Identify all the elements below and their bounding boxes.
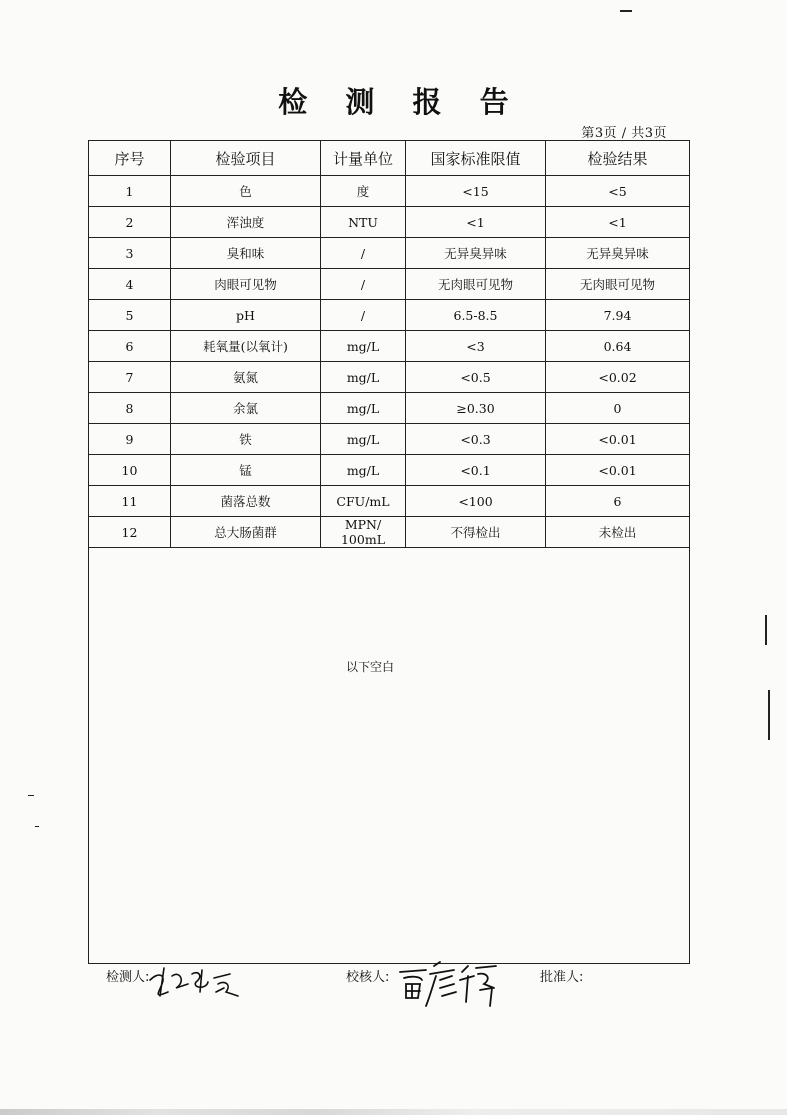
scan-speck bbox=[28, 795, 34, 796]
cell-unit: / bbox=[321, 238, 406, 269]
cell-item: 氨氮 bbox=[171, 362, 321, 393]
cell-item: pH bbox=[171, 300, 321, 331]
cell-limit: <100 bbox=[406, 486, 546, 517]
cell-index: 11 bbox=[89, 486, 171, 517]
cell-result: <0.02 bbox=[546, 362, 690, 393]
table-row bbox=[89, 238, 690, 269]
cell-item: 浑浊度 bbox=[171, 207, 321, 238]
table-row bbox=[89, 207, 690, 238]
cell-index: 6 bbox=[89, 331, 171, 362]
cell-index: 9 bbox=[89, 424, 171, 455]
cell-unit: mg/L bbox=[321, 455, 406, 486]
cell-index: 3 bbox=[89, 238, 171, 269]
tester-label: 检测人: bbox=[106, 970, 150, 985]
table-row bbox=[89, 424, 690, 455]
cell-item: 总大肠菌群 bbox=[171, 517, 321, 548]
cell-index: 2 bbox=[89, 207, 171, 238]
cell-unit: / bbox=[321, 300, 406, 331]
cell-limit: 无异臭异味 bbox=[406, 238, 546, 269]
header-item: 检验项目 bbox=[171, 141, 321, 176]
table-header-row bbox=[89, 141, 690, 176]
scan-bottom-strip bbox=[0, 1109, 787, 1115]
blank-area-row bbox=[89, 548, 690, 964]
cell-index: 5 bbox=[89, 300, 171, 331]
cell-limit: <0.1 bbox=[406, 455, 546, 486]
cell-result: 0.64 bbox=[546, 331, 690, 362]
cell-index: 12 bbox=[89, 517, 171, 548]
cell-result: 无肉眼可见物 bbox=[546, 269, 690, 300]
cell-index: 10 bbox=[89, 455, 171, 486]
blank-note: 以下空白 bbox=[346, 660, 395, 674]
cell-item: 菌落总数 bbox=[171, 486, 321, 517]
cell-index: 4 bbox=[89, 269, 171, 300]
cell-result: 未检出 bbox=[546, 517, 690, 548]
cell-unit: MPN/ 100mL bbox=[321, 517, 406, 548]
approver-label: 批准人: bbox=[540, 970, 584, 985]
cell-result: <1 bbox=[546, 207, 690, 238]
cell-limit: <1 bbox=[406, 207, 546, 238]
cell-limit: 不得检出 bbox=[406, 517, 546, 548]
cell-unit: CFU/mL bbox=[321, 486, 406, 517]
table-row bbox=[89, 393, 690, 424]
header-limit: 国家标准限值 bbox=[406, 141, 546, 176]
cell-limit: 6.5-8.5 bbox=[406, 300, 546, 331]
header-result: 检验结果 bbox=[546, 141, 690, 176]
table-row bbox=[89, 362, 690, 393]
cell-unit: mg/L bbox=[321, 393, 406, 424]
cell-item: 锰 bbox=[171, 455, 321, 486]
blank-area bbox=[89, 548, 690, 964]
scan-edge-mark bbox=[768, 690, 770, 740]
reviewer-label: 校核人: bbox=[346, 970, 390, 985]
table-row bbox=[89, 300, 690, 331]
report-title bbox=[0, 80, 787, 121]
title-char: 告 bbox=[479, 85, 509, 119]
cell-item: 色 bbox=[171, 176, 321, 207]
cell-result: <5 bbox=[546, 176, 690, 207]
cell-limit: <15 bbox=[406, 176, 546, 207]
cell-limit: <0.3 bbox=[406, 424, 546, 455]
table-row bbox=[89, 486, 690, 517]
cell-unit: / bbox=[321, 269, 406, 300]
table-row bbox=[89, 269, 690, 300]
cell-item: 肉眼可见物 bbox=[171, 269, 321, 300]
title-char: 测 bbox=[345, 85, 375, 119]
cell-result: 0 bbox=[546, 393, 690, 424]
cell-limit: <3 bbox=[406, 331, 546, 362]
table-row bbox=[89, 455, 690, 486]
reviewer-signature bbox=[396, 958, 501, 1018]
table-row bbox=[89, 176, 690, 207]
scan-speck bbox=[620, 10, 632, 12]
cell-unit: mg/L bbox=[321, 331, 406, 362]
cell-index: 1 bbox=[89, 176, 171, 207]
cell-result: <0.01 bbox=[546, 455, 690, 486]
cell-index: 8 bbox=[89, 393, 171, 424]
cell-result: 7.94 bbox=[546, 300, 690, 331]
cell-unit: mg/L bbox=[321, 362, 406, 393]
cell-item: 铁 bbox=[171, 424, 321, 455]
cell-item: 耗氧量(以氧计) bbox=[171, 331, 321, 362]
cell-limit: ≥0.30 bbox=[406, 393, 546, 424]
table-row bbox=[89, 331, 690, 362]
cell-unit: 度 bbox=[321, 176, 406, 207]
header-index: 序号 bbox=[89, 141, 171, 176]
cell-item: 余氯 bbox=[171, 393, 321, 424]
cell-limit: <0.5 bbox=[406, 362, 546, 393]
cell-index: 7 bbox=[89, 362, 171, 393]
header-unit: 计量单位 bbox=[321, 141, 406, 176]
page-indicator: 第3页 / 共3页 bbox=[581, 126, 667, 141]
tester-signature bbox=[146, 962, 241, 1006]
table-row bbox=[89, 517, 690, 548]
scan-edge-mark bbox=[765, 615, 767, 645]
cell-limit: 无肉眼可见物 bbox=[406, 269, 546, 300]
cell-result: 6 bbox=[546, 486, 690, 517]
cell-result: 无异臭异味 bbox=[546, 238, 690, 269]
cell-unit: NTU bbox=[321, 207, 406, 238]
scan-speck bbox=[35, 826, 39, 827]
cell-unit: mg/L bbox=[321, 424, 406, 455]
cell-item: 臭和味 bbox=[171, 238, 321, 269]
results-table bbox=[88, 140, 690, 964]
title-char: 报 bbox=[412, 85, 442, 119]
cell-result: <0.01 bbox=[546, 424, 690, 455]
title-char: 检 bbox=[278, 85, 308, 119]
